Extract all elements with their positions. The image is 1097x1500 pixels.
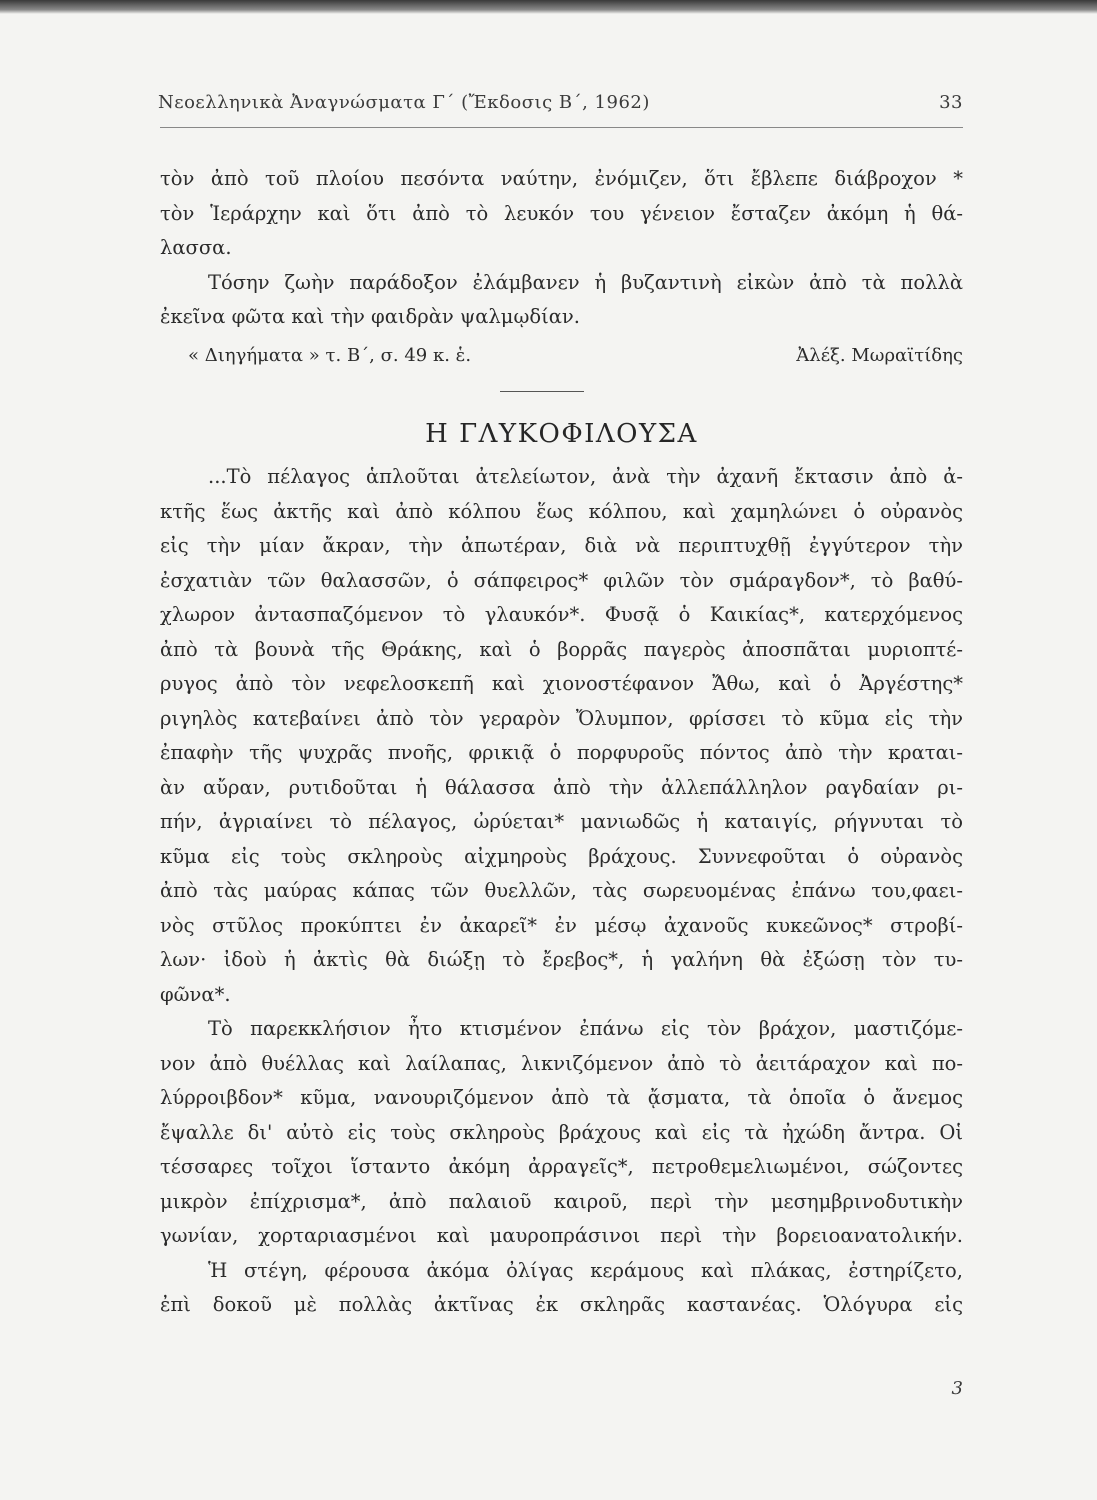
text-line: χλωρον ἀντασπαζόμενον τὸ γλαυκόν*. Φυσᾷ ὁ Καικίας*, κατερχόμενος bbox=[160, 603, 963, 626]
paragraph bbox=[160, 266, 963, 335]
text-line: νον ἀπὸ θυέλλας καὶ λαίλαπας, λικνιζόμενον ἀπὸ τὸ ἀειτάραχον καὶ πο- bbox=[160, 1051, 963, 1075]
text-line: ἐπαφὴν τῆς ψυχρᾶς πνοῆς, φρικιᾷ ὁ πορφυροῦς πόντος ἀπὸ τὴν κραται- bbox=[160, 741, 963, 764]
text-line: Τόσην ζωὴν παράδοξον ἐλάμβανεν ἡ βυζαντινὴ εἰκὼν ἀπὸ τὰ πολλὰ bbox=[208, 270, 963, 294]
text-line: κτῆς ἕως ἀκτῆς καὶ ἀπὸ κόλπου ἕως κόλπου, καὶ χαμηλώνει ὁ οὐρανὸς bbox=[160, 499, 963, 523]
text-line: νὸς στῦλος προκύπτει ἐν ἀκαρεῖ* ἐν μέσῳ ἀχανοῦς κυκεῶνος* στροβί- bbox=[160, 913, 963, 937]
paragraph bbox=[160, 1012, 963, 1254]
text-line: ριγηλὸς κατεβαίνει ἀπὸ τὸν γεραρὸν Ὄλυμπον, φρίσσει τὸ κῦμα εἰς τὴν bbox=[160, 706, 963, 730]
signature-mark: 3 bbox=[951, 1378, 963, 1399]
text-line: ἀπὸ τὰ βουνὰ τῆς Θράκης, καὶ ὁ βορρᾶς παγερὸς ἀποσπᾶται μυριοπτέ- bbox=[160, 637, 963, 661]
running-header bbox=[160, 92, 963, 122]
paragraph bbox=[160, 1254, 963, 1323]
book-page bbox=[160, 92, 963, 122]
text-line: ...Τὸ πέλαγος ἁπλοῦται ἀτελείωτον, ἀνὰ τὴν ἀχανῆ ἔκτασιν ἀπὸ ἀ- bbox=[208, 465, 963, 488]
paragraph bbox=[160, 460, 963, 1012]
citation-author: Ἀλέξ. Μωραϊτίδης bbox=[796, 344, 963, 366]
page-number: 33 bbox=[939, 92, 963, 113]
text-line: λων· ἰδοὺ ἡ ἀκτὶς θὰ διώξῃ τὸ ἔρεβος*, ἡ γαλήνη θὰ ἐξώσῃ τὸν τυ- bbox=[160, 948, 963, 971]
text-line: τέσσαρες τοῖχοι ἵσταντο ἀκόμη ἀρραγεῖς*, πετροθεμελιωμένοι, σώζοντες bbox=[160, 1155, 963, 1178]
text-line: Ἡ στέγη, φέρουσα ἀκόμα ὀλίγας κεράμους καὶ πλάκας, ἐστηρίζετο, bbox=[208, 1258, 963, 1282]
text-line: Τὸ παρεκκλήσιον ἦτο κτισμένον ἐπάνω εἰς τὸν βράχον, μαστιζόμε- bbox=[208, 1017, 963, 1040]
running-title: Νεοελληνικὰ Ἀναγνώσματα Γ΄ (Ἔκδοσις Β΄, 1962) bbox=[158, 92, 650, 113]
text-line: ἐσχατιὰν τῶν θαλασσῶν, ὁ σάπφειρος* φιλῶν τὸν σμάραγδον*, τὸ βαθύ- bbox=[160, 568, 963, 592]
text-line: ἔψαλλε δι' αὐτὸ εἰς τοὺς σκληροὺς βράχους καὶ εἰς τὰ ἠχώδη ἄντρα. Οἱ bbox=[160, 1120, 963, 1144]
text-line: γωνίαν, χορταριασμένοι καὶ μαυροπράσινοι περὶ τὴν βορειοανατολικήν. bbox=[160, 1224, 963, 1247]
text-line: εἰς τὴν μίαν ἄκραν, τὴν ἀπωτέραν, διὰ νὰ περιπτυχθῇ ἐγγύτερον τὴν bbox=[160, 534, 963, 557]
citation-source: « Διηγήματα » τ. Β΄, σ. 49 κ. ἑ. bbox=[188, 344, 472, 366]
header-rule bbox=[160, 127, 963, 128]
text-line: ὰν αὔραν, ρυτιδοῦται ἡ θάλασσα ἀπὸ τὴν ἀλλεπάλληλον ραγδαίαν ρι- bbox=[160, 775, 963, 799]
citation bbox=[160, 339, 963, 374]
text-line: φῶνα*. bbox=[160, 982, 231, 1006]
text-line: μικρὸν ἐπίχρισμα*, ἀπὸ παλαιοῦ καιροῦ, περὶ τὴν μεσημβρινοδυτικὴν bbox=[160, 1189, 963, 1213]
page-body bbox=[160, 162, 963, 1323]
section-title: Η ΓΛΥΚΟΦΙΛΟΥΣΑ bbox=[425, 419, 698, 449]
text-line: τὸν ἀπὸ τοῦ πλοίου πεσόντα ναύτην, ἐνόμιζεν, ὅτι ἔβλεπε διάβροχον * bbox=[160, 167, 963, 190]
scan-top-edge bbox=[0, 0, 1097, 14]
section-divider bbox=[500, 391, 584, 392]
continuation-paragraph bbox=[160, 162, 963, 266]
text-line: ἐκεῖνα φῶτα καὶ τὴν φαιδρὰν ψαλμῳδίαν. bbox=[160, 305, 580, 328]
text-line: ρυγος ἀπὸ τὸν νεφελοσκεπῆ καὶ χιονοστέφανον Ἄθω, καὶ ὁ Ἀργέστης* bbox=[160, 672, 963, 695]
text-line: πήν, ἀγριαίνει τὸ πέλαγος, ὠρύεται* μανιωδῶς ἡ καταιγίς, ρήγνυται τὸ bbox=[160, 810, 963, 833]
text-line: λύρροιβδον* κῦμα, νανουριζόμενον ἀπὸ τὰ ᾄσματα, τὰ ὁποῖα ὁ ἄνεμος bbox=[160, 1086, 963, 1109]
text-line: τὸν Ἱεράρχην καὶ ὅτι ἀπὸ τὸ λευκόν του γένειον ἔσταζεν ἀκόμη ἡ θά- bbox=[160, 201, 963, 225]
text-line: λασσα. bbox=[160, 236, 232, 259]
text-line: κῦμα εἰς τοὺς σκληροὺς αἰχμηροὺς βράχους. Συννεφοῦται ὁ οὐρανὸς bbox=[160, 844, 963, 868]
text-line: ἀπὸ τὰς μαύρας κάπας τῶν θυελλῶν, τὰς σωρευομένας ἐπάνω του,φαει- bbox=[160, 879, 963, 902]
text-line: ἐπὶ δοκοῦ μὲ πολλὰς ἀκτῖνας ἐκ σκληρᾶς καστανέας. Ὁλόγυρα εἰς bbox=[160, 1293, 963, 1316]
